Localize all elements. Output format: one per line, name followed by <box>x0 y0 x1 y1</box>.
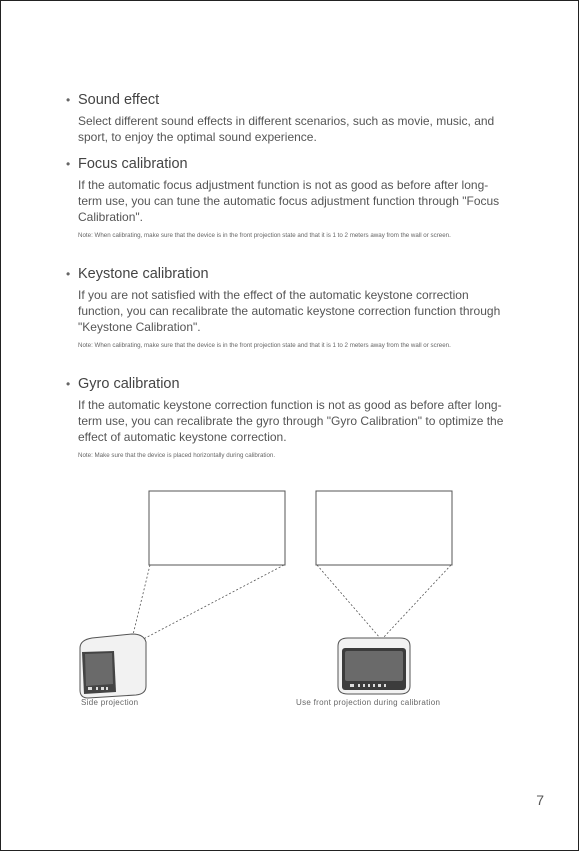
page-number: 7 <box>536 792 544 808</box>
section-note: Note: Make sure that the device is placed horizontally during calibration. <box>78 452 276 459</box>
left-beam-line <box>132 565 284 645</box>
bullet: • <box>66 267 71 281</box>
bullet: • <box>66 377 71 391</box>
bullet: • <box>66 93 71 107</box>
section-body: If the automatic keystone correction function is not as good as before after long-term use, you can recalibrate the gyro through "Gyro Calibration" to optimize the effect of automatic keystone correction. <box>78 398 504 444</box>
right-projection-screen <box>316 491 452 565</box>
section-note: Note: When calibrating, make sure that the device is in the front projection state and that it is 1 to 2 meters away from the wall or screen. <box>78 342 451 349</box>
right-beam-line <box>317 565 380 638</box>
heading-text: Gyro calibration <box>78 376 180 392</box>
heading-text: Sound effect <box>78 92 160 108</box>
section-note: Note: When calibrating, make sure that the device is in the front projection state and that it is 1 to 2 meters away from the wall or screen. <box>78 232 451 239</box>
heading-text: Focus calibration <box>78 156 188 172</box>
section-body: Select different sound effects in different scenarios, such as movie, music, and sport, to enjoy the optimal sound experience. <box>78 114 495 144</box>
section-body: If the automatic focus adjustment function is not as good as before after long-term use, you can tune the automatic focus adjustment function through "Focus Calibration". <box>78 178 500 224</box>
bullet: • <box>66 157 71 171</box>
front-projector-icon <box>338 638 410 694</box>
right-diagram-caption: Use front projection during calibration <box>296 698 441 707</box>
heading-text: Keystone calibration <box>78 266 209 282</box>
right-beam-line <box>383 565 451 638</box>
left-diagram-caption: Side projection <box>81 698 139 707</box>
section-body: If you are not satisfied with the effect of the automatic keystone correction function, you can recalibrate the automatic keystone correction function through "Keystone Calibration". <box>78 288 501 334</box>
side-projector-icon <box>80 634 146 698</box>
left-projection-screen <box>149 491 285 565</box>
